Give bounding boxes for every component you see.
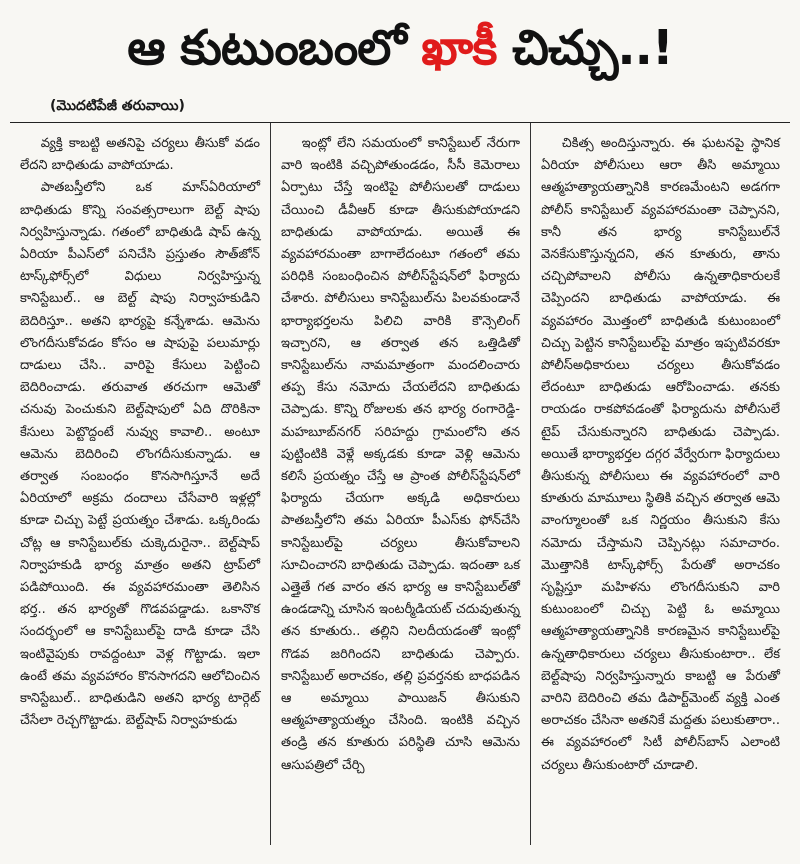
article-column-2 [270, 123, 530, 845]
paragraph: చికిత్స అందిస్తున్నారు. ఈ ఘటనపై స్థానిక ఏరియా పోలీసులు ఆరా తీసి అమ్మాయి ఆత్మహత్యాయత్నానికి కారణమేంటని అడగగా పోలీస్ కానిస్టేబుల్ వ్యవహారమంతా చెప్పానని, కానీ తన భార్య కానిస్టేబుల్‌నే వెనకేసుకొస్తున్నదని, తన కూతురు, తాను చచ్చిపోవాలని పోలీసు ఉన్నతాధికారులకే చెప్పిందని బాధితుడు వాపోయాడు. ఈ వ్యవహారం మొత్తంలో బాధితుడి కుటుంబంలో చిచ్చు పెట్టిన కానిస్టేబుల్‌పై మాత్రం ఇప్పటివరకూ పోలీస్‌అధికారులు చర్యలు తీసుకోవడం లేదంటూ బాధితుడు ఆరోపించాడు. తనకు రాయడం రాకపోవడంతో ఫిర్యాదును పోలీసులే టైప్ చేసుకున్నారని బాధితుడు చెప్పాడు. అయితే భార్యాభర్తల దగ్గర వేర్వేరుగా ఫిర్యాదులు తీసుకున్న పోలీసులు ఈ వ్యవహారంలో వారి కూతురు మామూలు స్థితికి వచ్చిన తర్వాత ఆమె వాంగ్మూలంతో ఒక నిర్ణయం తీసుకుని కేసు నమోదు చేస్తామని చెప్పినట్లు సమాచారం. మొత్తానికి టాస్క్‌ఫోర్స్ పేరుతో అరాచకం సృష్టిస్తూ మహిళను లొంగదీసుకుని వారి కుటుంబంలో చిచ్చు పెట్టి ఓ అమ్మాయి ఆత్మహత్యాయత్నానికి కారణమైన కానిస్టేబుల్‌పై ఉన్నతాధికారులు చర్యలు తీసుకుంటారా.. లేక బెల్ట్‌షాపు నిర్వహిస్తున్నారు కాబట్టి ఆ పేరుతో వారిని బెదిరించి తమ డిపార్ట్‌మెంట్ వ్యక్తి ఎంత అరాచకం చేసినా అతనికే మద్దతు పలుకుతారా.. ఈ వ్యవహారంలో సిటీ పోలీస్‌బాస్ ఎలాంటి చర్యలు తీసుకుంటారో చూడాలి. [541, 136, 780, 773]
paragraph: పాతబస్తీలోని ఒక మాస్‌ఏరియాలో బాధితుడు కొన్ని సంవత్సరాలుగా బెల్ట్ షాపు నిర్వహిస్తున్నాడు. గతంలో బాధితుడి షాప్ ఉన్న ఏరియా పీఎస్‌లో పనిచేసి ప్రస్తుతం సౌత్‌జోన్ టాస్క్‌ఫోర్స్‌లో విధులు నిర్వహిస్తున్న కానిస్టేబుల్.. ఆ బెల్ట్ షాపు నిర్వాహకుడిని బెదిరిస్తూ.. అతని భార్యపై కన్నేశాడు. ఆమెను లొంగదీసుకోవడం కోసం ఆ షాపుపై పలుమార్లు దాడులు చేసి.. వారిపై కేసులు పెట్టించి బెదిరించాడు. తరువాత తరచుగా ఆమెతో చనువు పెంచుకుని బెల్ట్‌షాపులో ఏది దొరికినా కేసులు పెట్టొద్దంటే నువ్వు కావాలి.. అంటూ ఆమెను బెదిరించి లొంగదీసుకున్నాడు. ఆ తర్వాత సంబంధం కొనసాగిస్తూనే అదే ఏరియాలో అక్రమ దందాలు చేసేవారి ఇళ్లల్లో కూడా చిచ్చు పెట్టే ప్రయత్నం చేశాడు. ఒక్కరిండు చోట్ల ఆ కానిస్టేబుల్‌కు చుక్కెదురైనా.. బెల్ట్‌షాప్ నిర్వాహకుడి భార్య మాత్రం అతని ట్రాప్‌లో పడిపోయింది. ఈ వ్యవహారమంతా తెలిసిన భర్త.. తన భార్యతో గొడవపడ్డాడు. ఒకానొక సందర్భంలో ఆ కానిస్టేబుల్‌పై దాడి కూడా చేసి ఇంటివైపుకు రావద్దంటూ వెళ్ల గొట్టాడు. ఇలా ఉంటే తమ వ్యవహారం కొనసాగదని ఆలోచించిన కానిస్టేబుల్.. బాధితుడిని అతని భార్య టార్గెట్ చేసేలా రెచ్చగొట్టాడు. బెల్ట్‌షాప్ నిర్వాహకుడు [20, 180, 260, 729]
paragraph: వ్యక్తి కాబట్టి అతనిపై చర్యలు తీసుకో వడం లేదని బాధితుడు వాపోయాడు. [20, 136, 260, 174]
headline-tail: చిచ్చు..! [512, 20, 673, 76]
headline-black-part: ఆ కుటుంబంలో [127, 20, 406, 76]
article-columns [10, 123, 790, 845]
article-column-1 [10, 123, 270, 845]
headline [10, 8, 790, 88]
headline-red-word: ఖాకీ [421, 20, 497, 76]
continuation-label: (మొదటిపేజీ తరువాయి) [50, 97, 185, 114]
paragraph: ఇంట్లో లేని సమయంలో కానిస్టేబుల్ నేరుగా వారి ఇంటికి వచ్చిపోతుండడం, సీసీ కెమెరాలు ఏర్పాటు చేస్తే ఇంటిపై పోలీసులతో దాడులు చేయించి డీవీఆర్ కూడా తీసుకుపోయాడని బాధితుడు వాపోయాడు. అయితే ఈ వ్యవహారమంతా బాగాలేదంటూ గతంలో తమ పరిధికి సంబంధించిన పోలీస్‌స్టేషన్‌లో ఫిర్యాదు చేశారు. పోలీసులు కానిస్టేబుల్‌ను పిలవకుండానే భార్యాభర్తలను పిలిచి వారికి కౌన్సెలింగ్ ఇచ్చారని, ఆ తర్వాత తన ఒత్తిడితో కానిస్టేబుల్‌ను నామమాత్రంగా మందలించారు తప్ప కేసు నమోదు చేయలేదని బాధితుడు చెప్పాడు. కొన్ని రోజులకు తన భార్య రంగారెడ్డి-మహబూబ్‌నగర్ సరిహద్దు గ్రామంలోని తన పుట్టింటికి వెళ్లే అక్కడకు కూడా వెళ్లి ఆమెను కలిసే ప్రయత్నం చేస్తే ఆ ప్రాంత పోలీస్‌స్టేషన్‌లో ఫిర్యాదు చేయగా అక్కడి అధికారులు పాతబస్తీలోని తమ ఏరియా పీఎస్‌కు ఫోన్‌చేసి కానిస్టేబుల్‌పై చర్యలు తీసుకోవాలని సూచించారని బాధితుడు చెప్పాడు. ఇదంతా ఒక ఎత్తైతే గత వారం తన భార్య ఆ కానిస్టేబుల్‌తో ఉండడాన్ని చూసిన ఇంటర్మీడియట్ చదువుతున్న తన కూతురు.. తల్లిని నిలదీయడంతో ఇంట్లో గొడవ జరిగిందని బాధితుడు చెప్పారు. కానిస్టేబుల్ అరాచకం, తల్లి ప్రవర్తనకు బాధపడిన ఆ అమ్మాయి పాయిజన్ తీసుకుని ఆత్మహత్యాయత్నం చేసింది. ఇంటికి వచ్చిన తండ్రి తన కూతురు పరిస్థితి చూసి ఆమెను ఆసుపత్రిలో చేర్చి [281, 136, 520, 773]
article-column-3 [530, 123, 790, 845]
continuation-label-row [10, 96, 790, 118]
